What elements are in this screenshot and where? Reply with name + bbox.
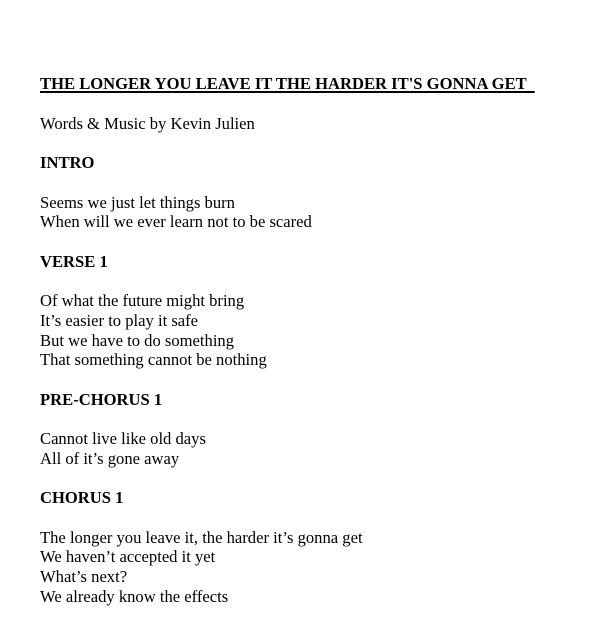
section-heading: VERSE 1 xyxy=(40,252,108,271)
song-credit: Words & Music by Kevin Julien xyxy=(40,114,255,133)
song-title: THE LONGER YOU LEAVE IT THE HARDER IT'S GONNA GET xyxy=(40,74,535,93)
lyric-line: The longer you leave it, the harder it’s gonna get xyxy=(40,528,363,547)
lyric-line: Of what the future might bring xyxy=(40,291,245,310)
lyric-line: Seems we just let things burn xyxy=(40,193,235,212)
lyric-line: But we have to do something xyxy=(40,331,235,350)
lyric-line: Cannot live like old days xyxy=(40,429,206,448)
section-heading: CHORUS 1 xyxy=(40,488,124,507)
lyric-line: That something cannot be nothing xyxy=(40,350,267,369)
section-heading: INTRO xyxy=(40,153,95,172)
lyric-line: We already know the effects xyxy=(40,587,229,606)
lyric-line: All of it’s gone away xyxy=(40,449,180,468)
section-heading: PRE-CHORUS 1 xyxy=(40,390,163,409)
lyric-line: It’s easier to play it safe xyxy=(40,311,199,330)
lyric-line: We haven’t accepted it yet xyxy=(40,547,216,566)
lyric-line: What’s next? xyxy=(40,567,128,586)
lyric-line: When will we ever learn not to be scared xyxy=(40,212,312,231)
